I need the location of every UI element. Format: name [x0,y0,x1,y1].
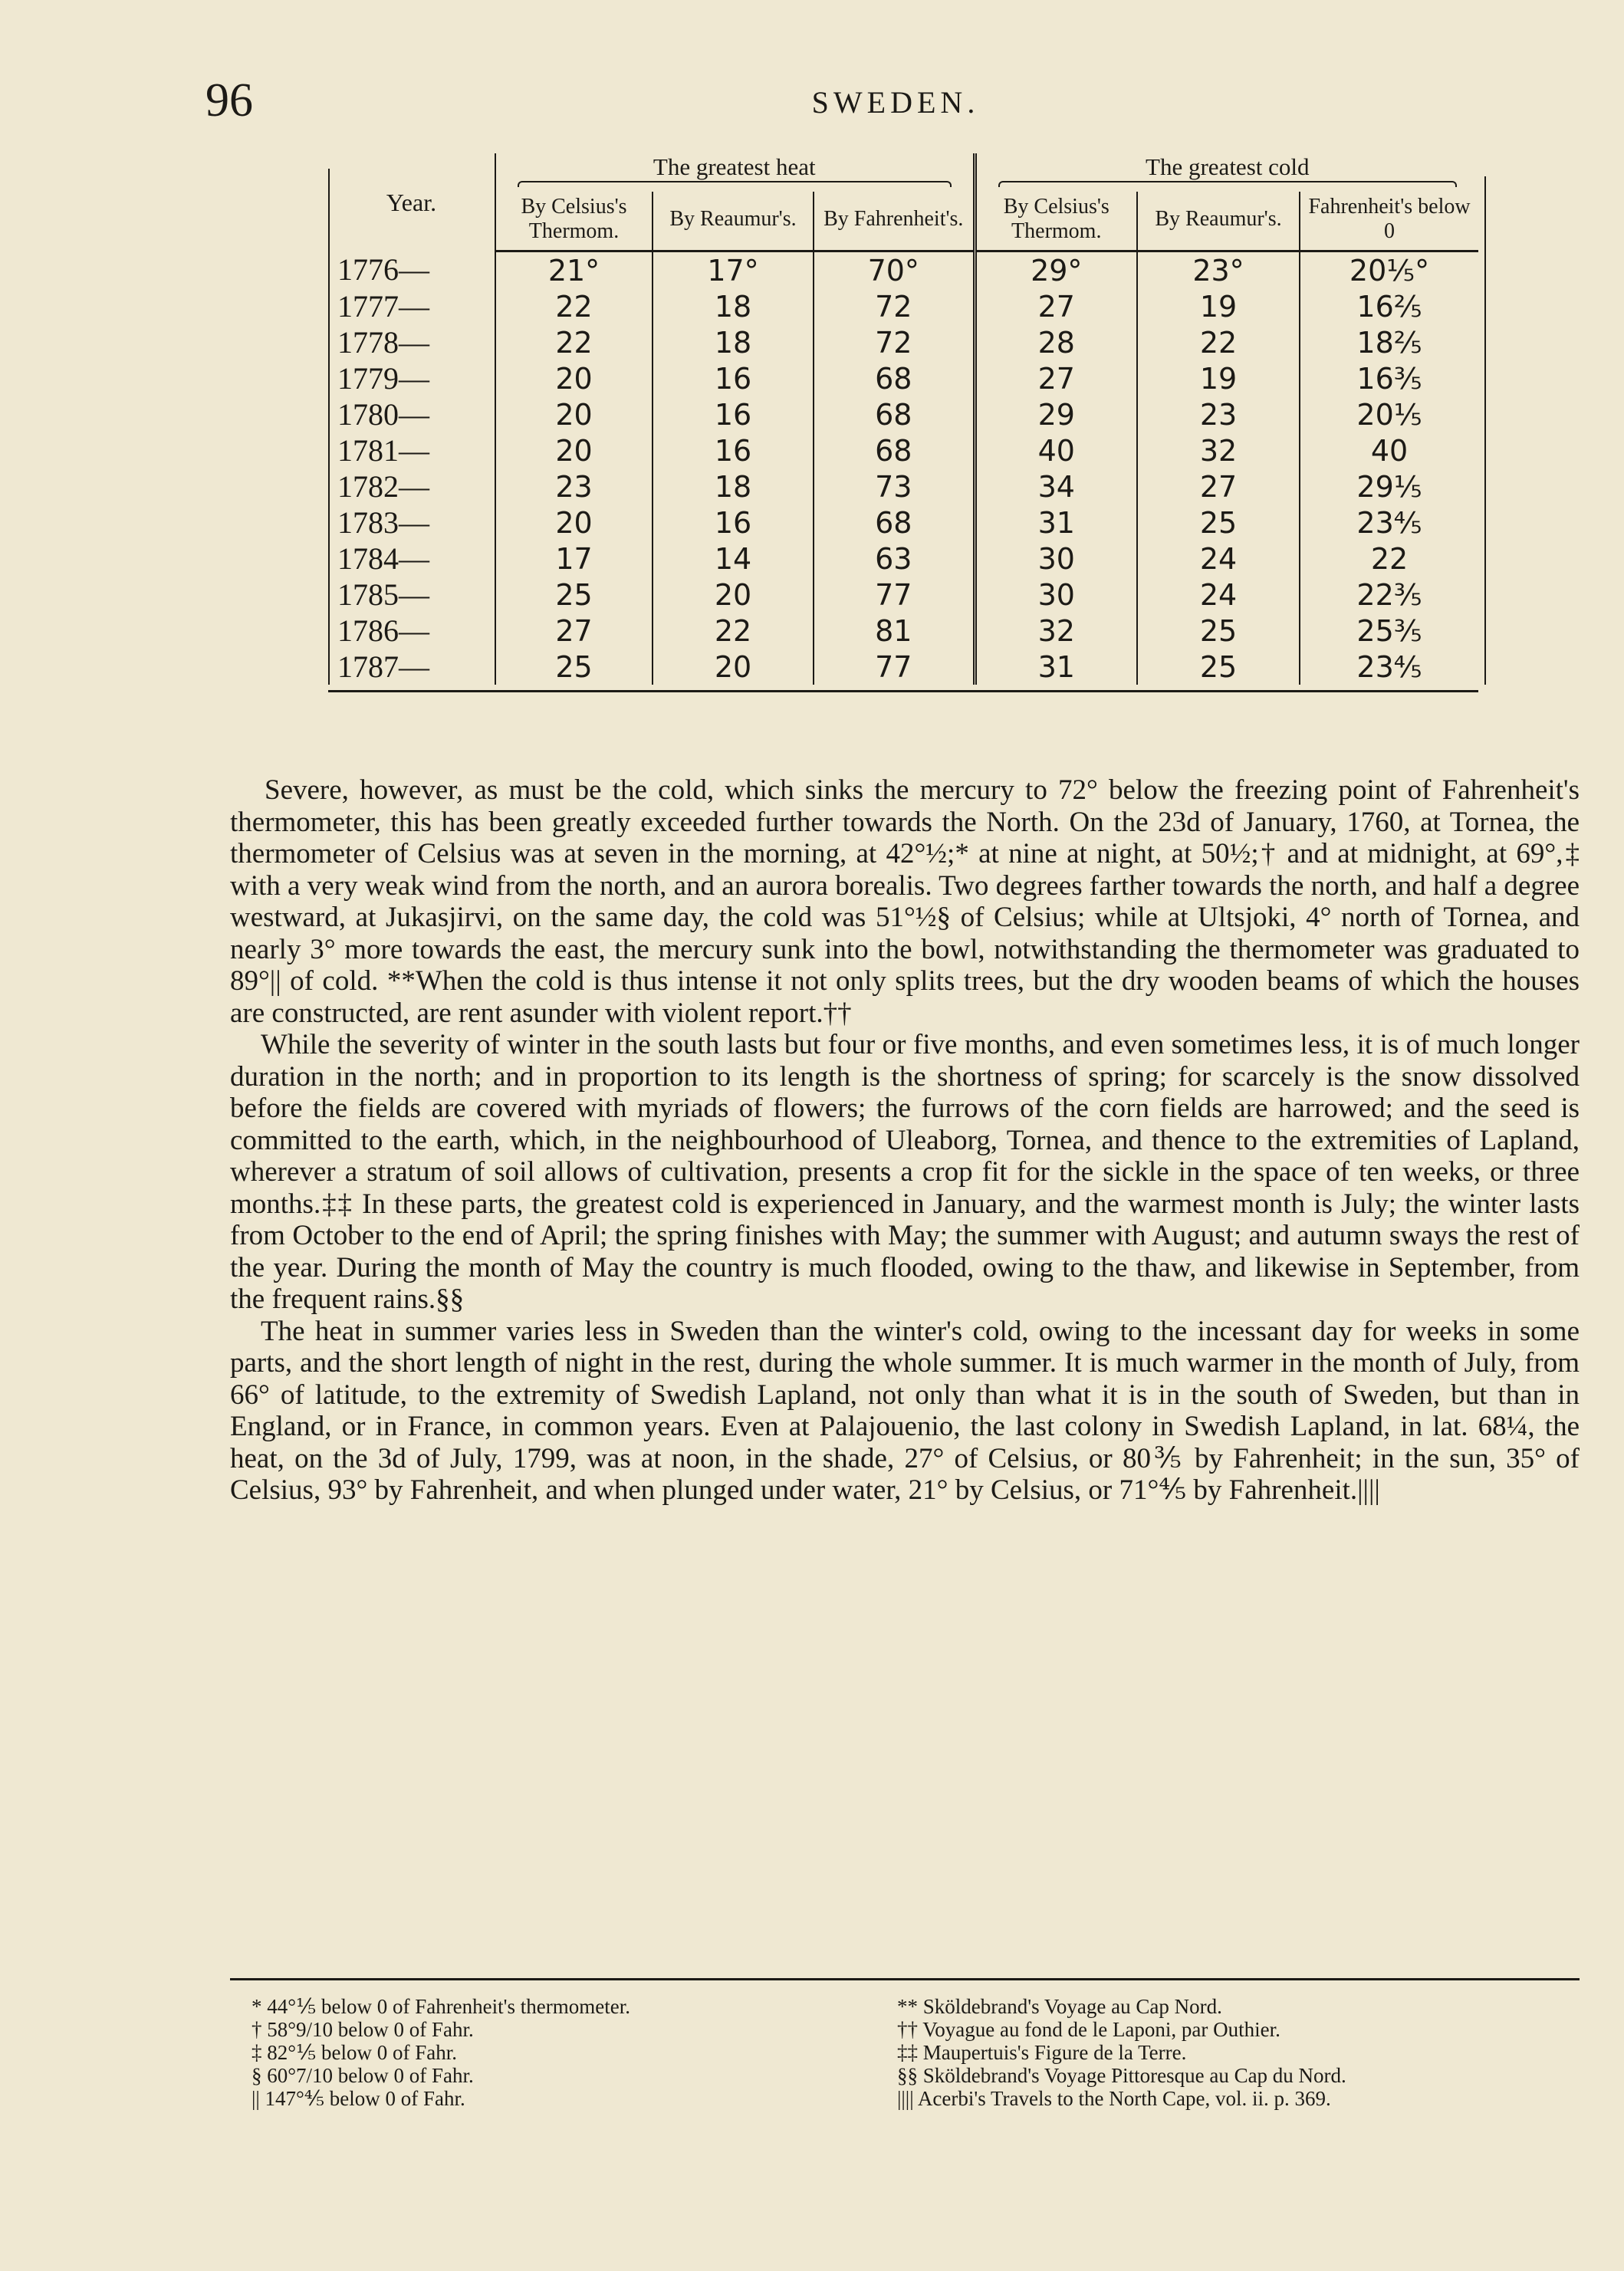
temperature-cell: 20⅕ [1356,397,1422,432]
table-row [328,468,1478,504]
temperature-cell: 20 [495,504,653,541]
temperature-cell: 27 [495,613,653,649]
group-header-heat: The greatest heat [495,153,975,192]
temperature-cell: 31 [975,504,1137,541]
temperature-cell: 32 [1137,432,1300,468]
table-row [328,504,1478,541]
temperature-cell: 18 [653,468,814,504]
temperature-cell: 18⅖ [1356,325,1422,360]
temperature-cell: 14 [653,541,814,577]
paragraph: While the severity of winter in the south lasts but four or five months, and even sometimes less, it is of much longer duration in the north; and in proportion to its length is the shortness of spring; for scarcely is the snow dissolved before the fields are covered with myriads of flowers; the furrows of the corn fields are harrowed; and the seed is committed to the earth, which, in the neighbourhood of Uleaborg, Tornea, and thence to the extremities of Lapland, wherever a stratum of soil allows of cultivation, presents a crop fit for the sickle in the space of ten weeks, or three months.‡‡ In these parts, the greatest cold is experienced in January, and the warmest month is July; the winter lasts from October to the end of April; the spring finishes with May; the summer with August; and autumn sways the rest of the year. During the month of May the country is much flooded, owing to the thaw, and likewise in September, from the frequent rains.§§ [230,1029,1580,1315]
temperature-cell: 16 [653,360,814,396]
temperature-cell: 17 [495,541,653,577]
temperature-cell: 24 [1137,541,1300,577]
temperature-cell: 25 [495,649,653,685]
temperature-cell: 68 [814,504,975,541]
footnote: §§ Sköldebrand's Voyage Pittoresque au Cap du Nord. [897,2064,1346,2087]
footnote: ‡‡ Maupertuis's Figure de la Terre. [897,2041,1187,2064]
table-row [328,577,1478,613]
temperature-cell: 25 [1137,613,1300,649]
temperature-cell: 70° [814,251,975,289]
temperature-cell: 29° [975,251,1137,289]
temperature-cell: 24 [1137,577,1300,613]
column-header: By Fahrenheit's. [814,192,975,251]
table-row [328,649,1478,685]
temperature-cell: 22⅗ [1356,577,1422,612]
temperature-cell: 20 [653,577,814,613]
temperature-cell: 19 [1137,288,1300,324]
temperature-cell: 20 [495,432,653,468]
paragraph: Severe, however, as must be the cold, which sinks the mercury to 72° below the freezing point of Fahrenheit's thermometer, this has been greatly exceeded further towards the North. On the 23d of January, 1760, at Tornea, the thermometer of Celsius was at seven in the morning, at 42°½;* at nine at night, at 50½;† and at midnight, at 69°,‡ with a very weak wind from the north, and an aurora borealis. Two degrees farther towards the north, and half a degree westward, at Jukasjirvi, on the same day, the cold was 51°½§ of Celsius; while at Ultsjoki, 4° north of Tornea, and nearly 3° more towards the east, the mercury sunk into the bowl, notwithstanding the thermometer was graduated to 89°|| of cold. **When the cold is thus intense it not only splits trees, but the dry wooden beams of which the houses are constructed, are rent asunder with violent report.†† [230,774,1580,1029]
temperature-cell: 29⅕ [1356,469,1422,504]
temperature-cell: 77 [814,577,975,613]
body-text [230,774,1580,1507]
temperature-cell: 68 [814,360,975,396]
table-row [328,288,1478,324]
column-header: By Reaumur's. [653,192,814,251]
temperature-cell: 81 [814,613,975,649]
temperature-cell: 72 [814,324,975,360]
temperature-cell: 23⅘ [1356,649,1422,684]
temperature-cell: 17° [653,251,814,289]
temperature-cell: 27 [975,360,1137,396]
temperature-cell: 20⅕° [1349,253,1430,288]
temperature-cell: 25 [1137,649,1300,685]
temperature-cell: 27 [1137,468,1300,504]
temperature-cell: 34 [975,468,1137,504]
column-header: By Celsius's Thermom. [975,192,1137,251]
year-cell: 1777— [328,288,495,324]
temperature-cell: 18 [653,324,814,360]
table-row [328,541,1478,577]
temperature-cell: 40 [1370,433,1409,468]
footnote: |||| Acerbi's Travels to the North Cape, vol. ii. p. 369. [897,2087,1331,2110]
temperature-cell: 20 [495,396,653,432]
temperature-cell: 23⅘ [1356,505,1422,540]
column-header: Fahrenheit's below 0 [1300,192,1478,251]
temperature-cell: 16⅖ [1356,289,1422,324]
footnote: * 44°⅕ below 0 of Fahrenheit's thermometer. [251,1995,630,2018]
footnotes-left-column [251,1995,865,2110]
table-row [328,613,1478,649]
year-header: Year. [328,153,495,251]
temperature-cell: 32 [975,613,1137,649]
year-cell: 1782— [328,468,495,504]
column-header: By Reaumur's. [1137,192,1300,251]
table-row [328,324,1478,360]
temperature-cell: 22 [653,613,814,649]
temperature-cell: 23 [1137,396,1300,432]
year-cell: 1779— [328,360,495,396]
temperature-cell: 30 [975,541,1137,577]
temperature-cell: 16 [653,504,814,541]
paragraph: The heat in summer varies less in Sweden than the winter's cold, owing to the incessant day for weeks in some parts, and the short length of night in the rest, during the whole summer. It is much warmer in the month of July, from 66° of latitude, to the extremity of Swedish Lapland, not only than what it is in the south of Sweden, but than in England, or in France, in common years. Even at Palajouenio, the last colony in Swedish Lapland, in lat. 68¼, the heat, on the 3d of July, 1799, was at noon, in the shade, 27° of Celsius, or 80⅗ by Fahrenheit; in the sun, 35° of Celsius, 93° by Fahrenheit, and when plunged under water, 21° by Celsius, or 71°⅘ by Fahrenheit.|||| [230,1315,1580,1506]
year-cell: 1786— [328,613,495,649]
footnote: †† Voyague au fond de le Laponi, par Outhier. [897,2018,1280,2041]
temperature-cell: 72 [814,288,975,324]
table-row [328,396,1478,432]
temperature-cell: 16⅗ [1356,361,1422,396]
temperature-cell: 25 [495,577,653,613]
footnote: § 60°7/10 below 0 of Fahr. [251,2064,474,2087]
temperature-cell: 22 [495,324,653,360]
page-header [205,74,1586,127]
temperature-cell: 77 [814,649,975,685]
table-row [328,432,1478,468]
page-number: 96 [205,74,253,127]
year-cell: 1781— [328,432,495,468]
column-header: By Celsius's Thermom. [495,192,653,251]
temperature-cell: 25 [1137,504,1300,541]
temperature-cell: 22 [1370,541,1409,576]
temperature-table-wrapper [328,153,1478,685]
footnote: ** Sköldebrand's Voyage au Cap Nord. [897,1995,1222,2018]
year-cell: 1778— [328,324,495,360]
year-cell: 1776— [328,251,495,289]
temperature-cell: 68 [814,396,975,432]
table-body [328,251,1478,685]
temperature-cell: 28 [975,324,1137,360]
footnote-rule [230,1978,1580,1980]
temperature-cell: 27 [975,288,1137,324]
temperature-cell: 16 [653,432,814,468]
footnote: || 147°⅘ below 0 of Fahr. [251,2087,465,2110]
temperature-cell: 73 [814,468,975,504]
temperature-cell: 19 [1137,360,1300,396]
temperature-cell: 22 [1137,324,1300,360]
group-header-cold: The greatest cold [975,153,1478,192]
temperature-cell: 23° [1137,251,1300,289]
footnote: ‡ 82°⅕ below 0 of Fahr. [251,2041,457,2064]
temperature-cell: 31 [975,649,1137,685]
footnote: † 58°9/10 below 0 of Fahr. [251,2018,474,2041]
table-row [328,360,1478,396]
temperature-cell: 25⅗ [1356,613,1422,648]
temperature-cell: 20 [653,649,814,685]
temperature-cell: 16 [653,396,814,432]
temperature-cell: 23 [495,468,653,504]
temperature-cell: 68 [814,432,975,468]
temperature-cell: 29 [975,396,1137,432]
year-cell: 1780— [328,396,495,432]
running-head: SWEDEN. [811,85,980,120]
temperature-cell: 21° [495,251,653,289]
year-cell: 1787— [328,649,495,685]
temperature-cell: 18 [653,288,814,324]
temperature-cell: 40 [975,432,1137,468]
temperature-cell: 20 [495,360,653,396]
year-cell: 1784— [328,541,495,577]
temperature-cell: 63 [814,541,975,577]
year-cell: 1783— [328,504,495,541]
table-row [328,251,1478,289]
footnotes-right-column [897,1995,1587,2110]
temperature-table [328,153,1478,685]
temperature-cell: 22 [495,288,653,324]
temperature-cell: 30 [975,577,1137,613]
year-cell: 1785— [328,577,495,613]
